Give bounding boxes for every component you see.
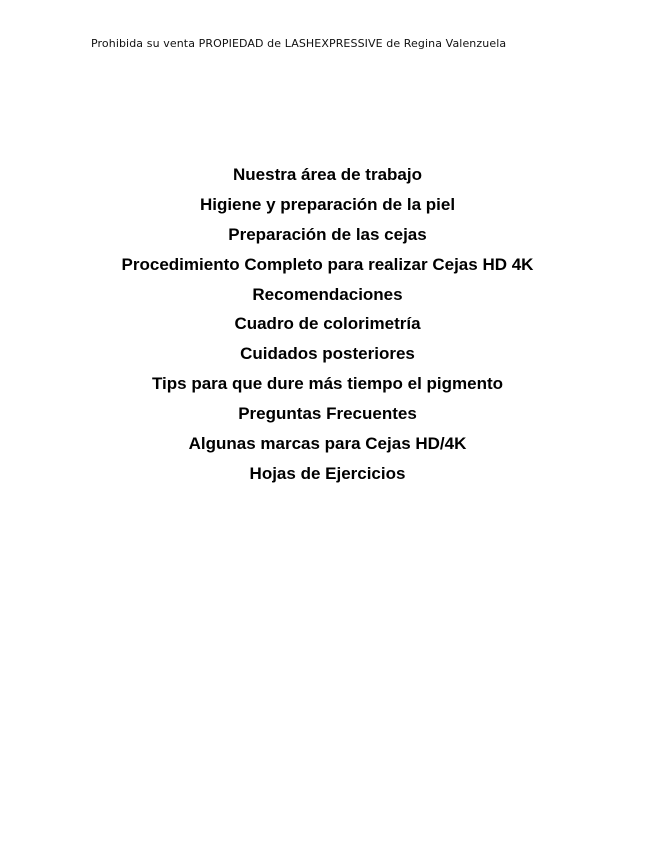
toc-item-colorimetria: Cuadro de colorimetría [234,314,421,334]
toc-item-cuidados: Cuidados posteriores [240,344,415,364]
toc-item-procedimiento: Procedimiento Completo para realizar Cejas HD 4K [121,254,534,274]
toc-item-area-de-trabajo: Nuestra área de trabajo [233,165,422,184]
toc-item-preparacion-cejas: Preparación de las cejas [228,224,427,244]
table-of-contents [0,163,655,492]
header-ownership-note: Prohibida su venta PROPIEDAD de LASHEXPRESSIVE de Regina Valenzuela [91,37,507,50]
toc-item-higiene: Higiene y preparación de la piel [199,194,456,214]
toc-item-recomendaciones: Recomendaciones [252,284,403,304]
toc-item-preguntas: Preguntas Frecuentes [238,404,417,424]
toc-item-marcas: Algunas marcas para Cejas HD/4K [188,434,467,454]
toc-item-ejercicios: Hojas de Ejercicios [249,463,406,483]
toc-item-tips: Tips para que dure más tiempo el pigmento [151,374,504,394]
